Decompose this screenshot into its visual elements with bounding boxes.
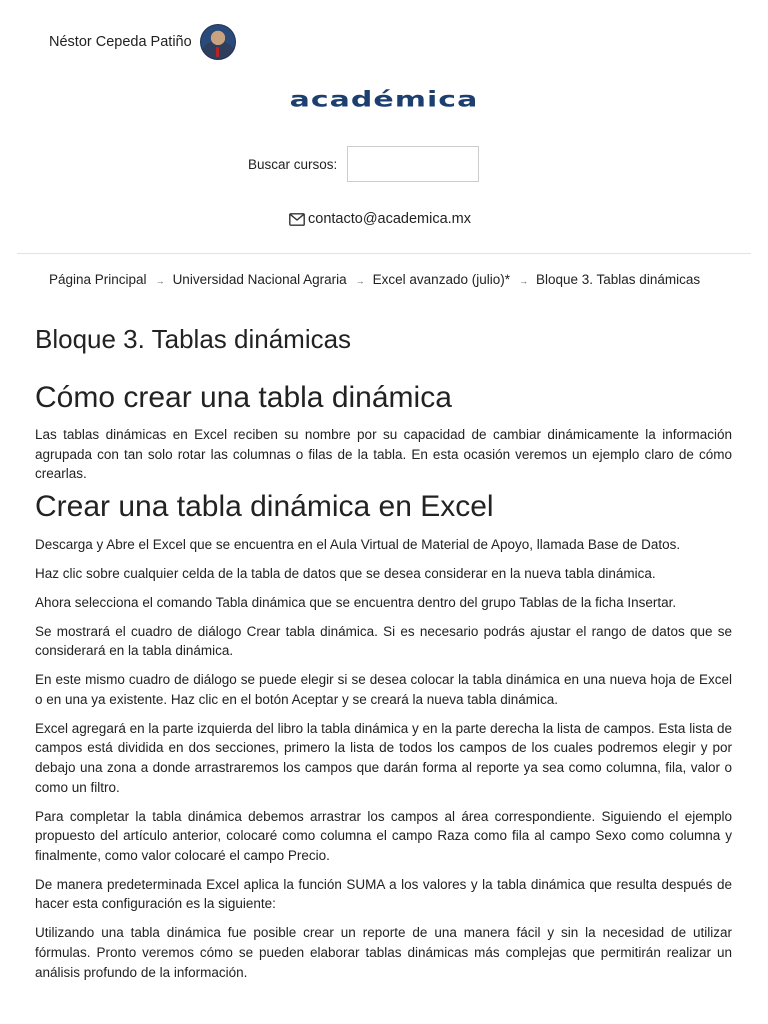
user-menu[interactable] [49,24,236,60]
steps-list [35,535,732,982]
breadcrumb-separator-icon: → [355,276,365,286]
paragraph: Excel agregará en la parte izquierda del libro la tabla dinámica y en la parte derecha la lista de campos. Esta lista de campos está dividida en dos secciones, primero la lista de todos los campos de los cuales podremos elegir y por debajo una zona a donde arrastraremos los campos que darán forma al reporte ya sea como columna, fila, valor o como un filtro. [35,720,732,795]
paragraph: Haz clic sobre cualquier celda de la tabla de datos que se desea considerar en la nueva tabla dinámica. [35,565,656,581]
section-heading-create: Cómo crear una tabla dinámica [35,381,452,414]
user-name[interactable]: Néstor Cepeda Patiño [49,34,192,50]
paragraph: En este mismo cuadro de diálogo se puede elegir si se desea colocar la tabla dinámica en una nueva hoja de Excel o en una ya existente. Haz clic en el botón Aceptar y se creará la nueva tabla dinámica. [35,672,732,707]
main-content [35,322,732,982]
breadcrumb-item-course[interactable]: Excel avanzado (julio)* [372,272,510,287]
paragraph: Utilizando una tabla dinámica fue posible crear un reporte de una manera fácil y sin la necesidad de utilizar fórmulas. Pronto veremos cómo se pueden elaborar tablas dinámicas más complejas que permitirán realizar un análisis profundo de la información. [35,925,732,980]
search-input[interactable] [347,146,479,182]
page-title: Bloque 3. Tablas dinámicas [35,324,352,354]
site-logo-text: académica [289,86,479,113]
paragraph: De manera predeterminada Excel aplica la función SUMA a los valores y la tabla dinámica que resulta después de hacer esta configuración es la siguiente: [35,876,732,912]
contact-email-text: contacto@academica.mx [308,211,472,227]
breadcrumb-item-university[interactable]: Universidad Nacional Agraria [172,272,347,287]
paragraph: Descarga y Abre el Excel que se encuentra en el Aula Virtual de Material de Apoyo, llamada Base de Datos. [35,536,681,552]
breadcrumb [49,272,700,287]
contact-email[interactable] [289,211,471,227]
paragraph: Ahora selecciona el comando Tabla dinámica que se encuentra dentro del grupo Tablas de la ficha Insertar. [35,594,677,610]
site-logo[interactable] [290,87,479,112]
paragraph: Para completar la tabla dinámica debemos arrastrar los campos al área correspondiente. Siguiendo el ejemplo propuesto del artículo anterior, colocaré como columna el campo Raza como fila al campo Sexo como columna y finalmente, como valor colocaré el campo Precio. [35,808,732,863]
breadcrumb-item-home[interactable]: Página Principal [49,272,147,287]
paragraph: Se mostrará el cuadro de diálogo Crear tabla dinámica. Si es necesario podrás ajustar el rango de datos que se considerará en la tabla dinámica. [35,623,732,659]
section-heading-excel: Crear una tabla dinámica en Excel [35,489,494,523]
breadcrumb-separator-icon: → [518,276,528,286]
search-label: Buscar cursos: [248,156,338,172]
envelope-icon [289,213,305,226]
breadcrumb-separator-icon: → [155,276,165,286]
breadcrumb-item-current: Bloque 3. Tablas dinámicas [535,272,701,287]
site-logo-wrapper [0,82,768,117]
avatar[interactable] [200,24,236,60]
course-search [248,146,479,182]
intro-paragraph: Las tablas dinámicas en Excel reciben su nombre por su capacidad de cambiar dinámicamente la información agrupada con tan solo rotar las columnas o filas de la tabla. En esta ocasión veremos un ejemplo claro de cómo crearlas. [35,427,732,482]
header-divider [17,253,751,254]
